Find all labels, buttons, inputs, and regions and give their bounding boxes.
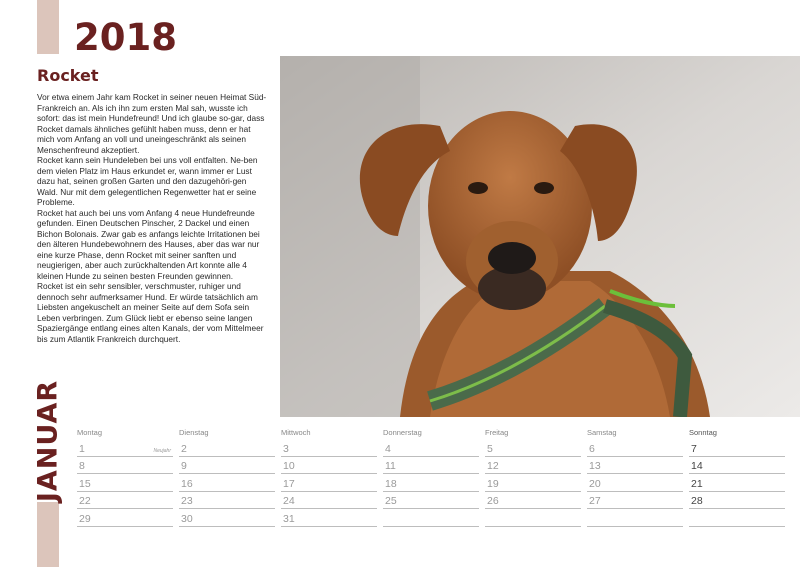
date-cell [485,493,581,509]
date-cell [383,458,479,474]
story-paragraph: Rocket hat auch bei uns vom Anfang 4 neue Hundefreunde gefunden. Einen Deutschen Pinscher, 2 Dackel und einen Bichon Bolonais. Zwar gab es anfangs leichte Irritationen bei den älteren Hundebewohnern des Hauses, aber das war nur eine kurze Phase, denn Rocket mit seiner sanften und neugierigen, aber auch zurückhaltenden Art konnte alle 4 kleinen Hunde zu seinen besten Freunden gewinnen. [37,207,260,281]
date-cell [77,441,173,457]
date-cell [281,493,377,509]
day-header: Mittwoch [281,428,311,437]
date-number: 1 [79,442,85,455]
date-number: 11 [385,460,396,472]
date-number: 3 [283,442,289,455]
day-column-wednesday [281,428,377,527]
date-cell [485,511,581,527]
dog-photo [280,56,800,417]
date-number: 31 [283,512,295,525]
date-cell [281,476,377,492]
day-column-monday [77,428,173,527]
date-cell [689,458,785,474]
date-number: 29 [79,512,91,525]
date-cell [179,493,275,509]
day-column-thursday [383,428,479,527]
date-number: 2 [181,442,187,455]
date-number: 26 [487,495,499,507]
date-cell [281,441,377,457]
date-number: 30 [181,512,193,525]
holiday-label: Neujahr [153,447,171,454]
decorative-bar-bottom [37,502,59,567]
date-cell [587,493,683,509]
date-cell [587,476,683,492]
date-number: 9 [181,460,187,472]
date-cell [689,511,785,527]
date-number: 15 [79,477,91,490]
date-cell [383,441,479,457]
date-number: 17 [283,477,295,490]
date-cell [77,511,173,527]
date-number: 22 [79,495,91,507]
date-number: 12 [487,460,499,472]
day-header: Donnerstag [383,428,422,437]
day-column-saturday [587,428,683,527]
date-cell [383,476,479,492]
day-column-friday [485,428,581,527]
date-number: 8 [79,460,85,472]
date-number: 10 [283,460,295,472]
date-cell [281,458,377,474]
date-cell [179,458,275,474]
date-number: 23 [181,495,193,507]
day-column-tuesday [179,428,275,527]
date-number: 6 [589,442,595,455]
date-cell [689,476,785,492]
day-header: Sonntag [689,428,717,437]
date-cell [179,511,275,527]
dog-name-heading: Rocket [37,66,99,85]
day-header: Samstag [587,428,617,437]
day-header: Dienstag [179,428,209,437]
day-column-sunday [689,428,785,527]
date-number: 28 [691,495,703,507]
date-number: 13 [589,460,601,472]
date-number: 16 [181,477,193,490]
story-paragraph: Rocket kann sein Hundeleben bei uns voll entfalten. Ne-ben dem vielen Platz im Haus erkundet er, wann immer er Lust dazu hat, seinen großen Garten und den dazugehöri-gen Wald. Nur mit dem gelegentlichen Regenwetter hat er seine Probleme. [37,155,258,207]
date-cell [689,493,785,509]
month-name: JANUAR [32,379,64,503]
date-cell [77,493,173,509]
day-header: Freitag [485,428,509,437]
date-cell [77,476,173,492]
date-number: 18 [385,477,397,490]
month-label [28,379,68,503]
date-cell [383,493,479,509]
date-cell [383,511,479,527]
date-cell [179,441,275,457]
date-cell [77,458,173,474]
story-text [37,92,269,344]
date-cell [485,441,581,457]
date-cell [485,476,581,492]
date-number: 25 [385,495,397,507]
date-number: 7 [691,442,697,455]
date-number: 5 [487,442,493,455]
decorative-bar-top [37,0,59,54]
date-cell [587,511,683,527]
date-cell [485,458,581,474]
story-paragraph: Vor etwa einem Jahr kam Rocket in seiner neuen Heimat Süd-Frankreich an. Als ich ihn zum ersten Mal sah, wusste ich sofort: das ist mein Hundefreund! Und ich glaube so-gar, dass Rocket damals ähnliches gefühlt haben muss, denn er hat mich vom Anfang an voll und uneingeschränkt als seinen Menschenfreund akzeptiert. [37,92,267,155]
calendar-year: 2018 [74,16,177,59]
date-number: 27 [589,495,601,507]
date-number: 14 [691,460,703,472]
date-cell [689,441,785,457]
date-cell [281,511,377,527]
date-number: 4 [385,442,391,455]
date-cell [179,476,275,492]
date-number: 20 [589,477,601,490]
date-number: 21 [691,477,703,490]
date-cell [587,441,683,457]
date-number: 24 [283,495,295,507]
day-header: Montag [77,428,103,437]
date-number: 19 [487,477,499,490]
date-cell [587,458,683,474]
story-paragraph: Rocket ist ein sehr sensibler, verschmuster, ruhiger und dennoch sehr aufmerksamer Hund. Er würde tatsächlich am Liebsten angekuschelt an meiner Seite auf dem Sofa sein Leben verbringen. Zum Glück liebt er ebenso seine langen Spaziergänge entlang eines alten Kanals, der vom Mittelmeer bis zum Atlantik Frankreich durchquert. [37,281,264,344]
dog-photo-illustration [280,56,800,417]
